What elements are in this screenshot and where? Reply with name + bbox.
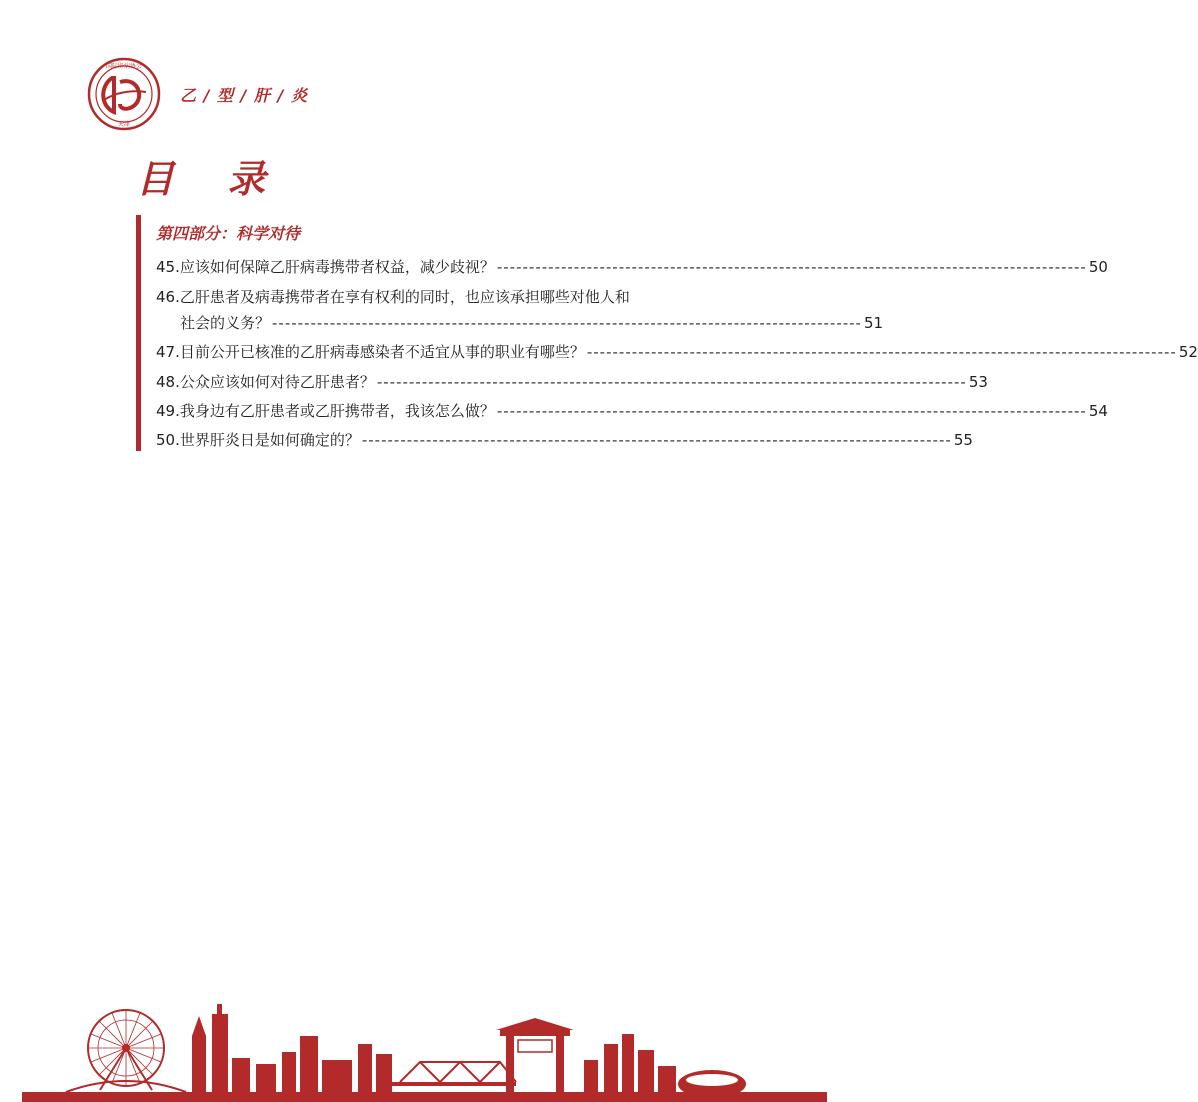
toc-section: [136, 215, 1198, 451]
dot-leader: --------------------------------------------------------------------------------------------: [496, 258, 1087, 276]
brand-title: 乙 / 型 / 肝 / 炎: [180, 86, 308, 105]
toc-entry-page: 53: [968, 373, 988, 391]
toc-entry-page: 51: [863, 314, 884, 332]
toc-entry-text: 45.应该如何保障乙肝病毒携带者权益，减少歧视？: [156, 258, 495, 276]
city-skyline-illustration: [0, 1000, 827, 1102]
toc-entry-49[interactable]: [156, 399, 1108, 423]
toc-entry-page: 54: [1088, 402, 1108, 420]
toc-entry-45[interactable]: [156, 255, 1108, 279]
toc-entry-text: 49.我身边有乙肝患者或乙肝携带者，我该怎么做？: [156, 402, 495, 420]
association-logo: [86, 56, 162, 132]
logo-text-top: 国际肝病协会: [105, 63, 143, 70]
toc-entry-46[interactable]: [156, 285, 709, 309]
toc-entry-48[interactable]: [156, 370, 988, 394]
dot-leader: --------------------------------------------------------------------------------------------: [361, 431, 952, 449]
logo-text-bottom: 天津: [117, 121, 131, 128]
page-title: 目 录: [136, 157, 286, 201]
dot-leader: --------------------------------------------------------------------------------------------: [272, 314, 862, 332]
toc-entry-text: 48.公众应该如何对待乙肝患者？: [156, 373, 375, 391]
dot-leader: --------------------------------------------------------------------------------------------: [496, 402, 1087, 420]
toc-entry-text: 社会的义务？: [180, 314, 271, 332]
section-title: 第四部分：科学对待: [156, 224, 301, 243]
dot-leader: --------------------------------------------------------------------------------------------: [376, 373, 967, 391]
toc-entry-text: 47.目前公开已核准的乙肝病毒感染者不适宜从事的职业有哪些？: [156, 343, 585, 361]
toc-entry-page: 50: [1088, 258, 1108, 276]
toc-entry-46-cont[interactable]: [180, 311, 884, 335]
dot-leader: --------------------------------------------------------------------------------------------: [586, 343, 1177, 361]
toc-entry-page: 55: [953, 431, 973, 449]
toc-entry-text: 50.世界肝炎日是如何确定的？: [156, 431, 360, 449]
toc-entry-50[interactable]: [156, 428, 973, 452]
toc-entry-page: 52: [1178, 343, 1198, 361]
toc-entry-text: 46.乙肝患者及病毒携带者在享有权利的同时，也应该承担哪些对他人和: [156, 288, 630, 306]
toc-entry-47[interactable]: [156, 340, 1198, 364]
